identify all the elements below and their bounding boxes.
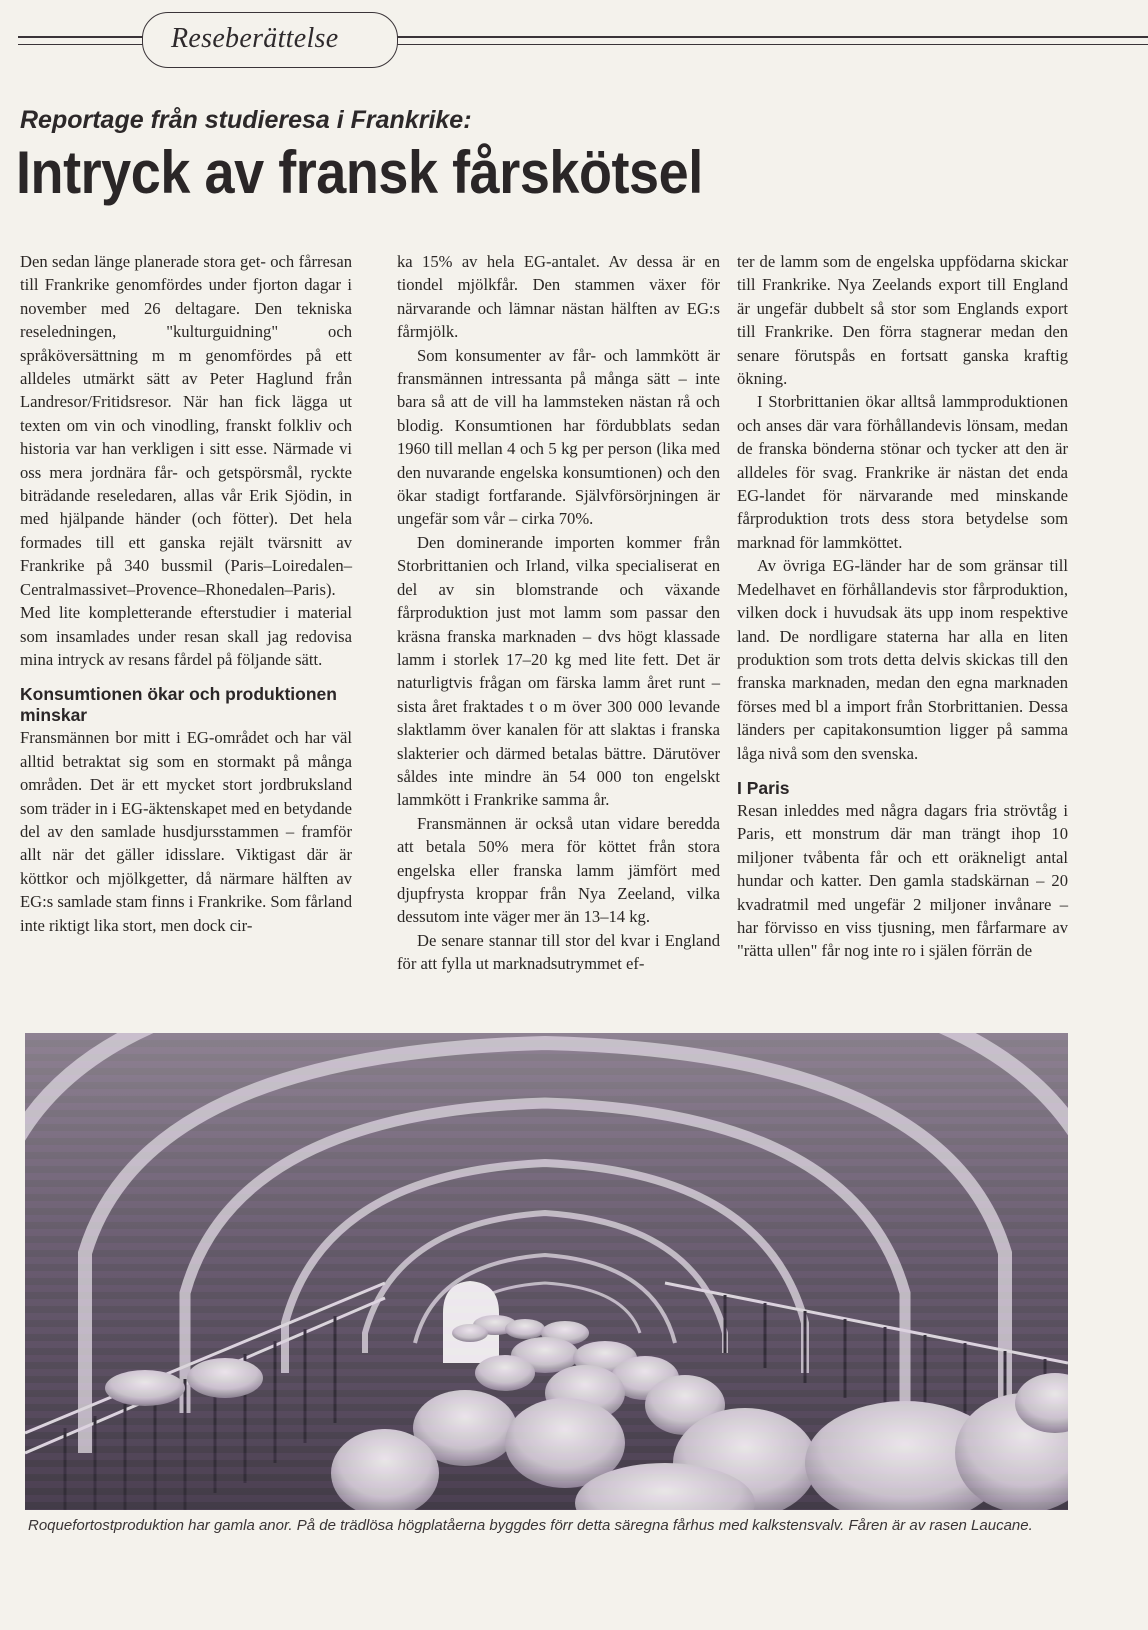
article-column-1 bbox=[20, 250, 352, 937]
sheep-barn-illustration bbox=[25, 1033, 1068, 1510]
print-moire bbox=[25, 1033, 1068, 1510]
header-rule-right bbox=[392, 36, 1148, 45]
photo-caption: Roquefortostproduktion har gamla anor. På de trädlösa högplatåerna byggdes förr detta säregna fårhus med kalkstensvalv. Fåren är av rasen Laucane. bbox=[28, 1517, 1033, 1534]
paragraph: Av övriga EG-länder har de som gränsar till Medelhavet en förhållandevis stor fårproduktion, vilken dock i huvudsak äts upp inom respektive land. De nordligare staterna har alla en liten produktion som trots detta delvis skickas till den franska marknaden, medan den egna marknaden förses med bl a import från Storbrittanien. Dessa länders per capitakonsumtion ligger på samma låga nivå som den svenska. bbox=[737, 556, 1068, 763]
subheading: Konsumtionen ökar och produktionen minskar bbox=[20, 684, 337, 726]
paragraph: Den dominerande importen kommer från Storbrittanien och Irland, vilka specialiserat en del av sin blomstrande och växande fårproduktion just mot lamm som passar den kräsna franska marknaden – dvs högt klassade lamm i storlek 17–20 kg med lite fett. Det är naturligtvis frågan om färska lamm året runt – sista året fraktades t o m över 300 000 levande slaktlamm över kanalen för att slaktas i franska slakterier och därmed betalas bättre. Därutöver såldes inte mindre än 54 000 ton engelskt lammkött i Frankrike samma år. bbox=[397, 532, 720, 810]
article-column-3 bbox=[737, 250, 1068, 963]
paragraph: Resan inleddes med några dagars fria strövtåg i Paris, ett monstrum där man trängt ihop 10 miljoner tvåbenta får och ett oräkneligt antal hundar och katter. Den gamla stadskärnan – 20 kvadratmil med ungefär 2 miljoner invånare – har förvisso en viss tjusning, men fårfarmare av "rätta ullen" får nog inte ro i själen förrän de bbox=[737, 800, 1068, 961]
paragraph: De senare stannar till stor del kvar i England för att fylla ut marknadsutrymmet ef- bbox=[397, 930, 720, 974]
article-photo bbox=[25, 1033, 1068, 1510]
article-kicker: Reportage från studieresa i Frankrike: bbox=[20, 106, 472, 134]
article-column-2 bbox=[397, 250, 720, 976]
section-label: Reseberättelse bbox=[171, 23, 339, 54]
paragraph: Fransmännen bor mitt i EG-området och har väl alltid betraktat sig som en stormakt på många områden. Det är ett mycket stort jordbruksland som träder in i EG-äktenskapet med en betydande del av den samlade husdjursstammen – framför allt när det gäller idisslare. Viktigast där är köttkor och mjölkgetter, då närmare hälften av EG:s samlade stam finns i Frankrike. Som fårland inte riktigt lika stort, men dock cir- bbox=[20, 728, 352, 935]
section-tab bbox=[142, 12, 398, 68]
subheading: I Paris bbox=[737, 777, 790, 798]
header-rule-left bbox=[18, 36, 146, 45]
paragraph: Som konsumenter av får- och lammkött är fransmännen intressanta på många sätt – inte bara så att de vill ha lammsteken nästan rå och blodig. Konsumtionen har fördubblats sedan 1960 till mellan 4 och 5 kg per person (lika med den nuvarande engelska konsumtionen) och den ökar stadigt fortfarande. Självförsörjningen är ungefär som vår – cirka 70%. bbox=[397, 345, 720, 529]
article-title: Intryck av fransk fårskötsel bbox=[16, 139, 703, 206]
paragraph: I Storbrittanien ökar alltså lammproduktionen och anses där vara förhållandevis lönsam, medan de franska bönderna stönar och tycker att den är alldeles för svag. Frankrike är nästan det enda EG-landet för närvarande med minskande fårproduktion trots dess stora betydelse som marknad för lammköttet. bbox=[737, 392, 1068, 552]
paragraph: ter de lamm som de engelska uppfödarna skickar till Frankrike. Nya Zeelands export till England är ungefär dubbelt så stor som Englands export till Frankrike. Den förra stagnerar medan den senare förutspås en fortsatt ganska kraftig ökning. bbox=[737, 252, 1068, 389]
paragraph: Den sedan länge planerade stora get- och fårresan till Frankrike genomfördes under fjorton dagar i november med 26 deltagare. Den tekniska reseledningen, "kulturguidning" och språköversättning m m genomfördes på ett alldeles utmärkt sätt av Peter Haglund från Landresor/Fritidsresor. När han fick lägga ut texten om vin och vinodling, franskt folkliv och historia var han verkligen i sitt esse. Närmade vi oss mera jordnära får- och getspörsmål, ryckte biträdande reseledaren, allas vår Erik Sjödin, in med hjälpande händer (och fötter). Det hela formades till ett ganska rejält tvärsnitt av Frankrike på 340 bussmil (Paris–Loiredalen–Centralmassivet–Provence–Rhonedalen–Paris). Med lite kompletterande efterstudier i material som insamlades under resan skall jag redovisa mina intryck av resans fårdel på följande sätt. bbox=[20, 252, 352, 669]
paragraph: Fransmännen är också utan vidare beredda att betala 50% mera för köttet från stora engelska eller franska lamm jämfört med djupfrysta kroppar från Nya Zeeland, vilka dessutom inte väger mer än 13–14 kg. bbox=[397, 813, 720, 927]
paragraph: ka 15% av hela EG-antalet. Av dessa är en tiondel mjölkfår. Den stammen växer för närvarande och lämnar nästan hälften av EG:s fårmjölk. bbox=[397, 252, 720, 342]
